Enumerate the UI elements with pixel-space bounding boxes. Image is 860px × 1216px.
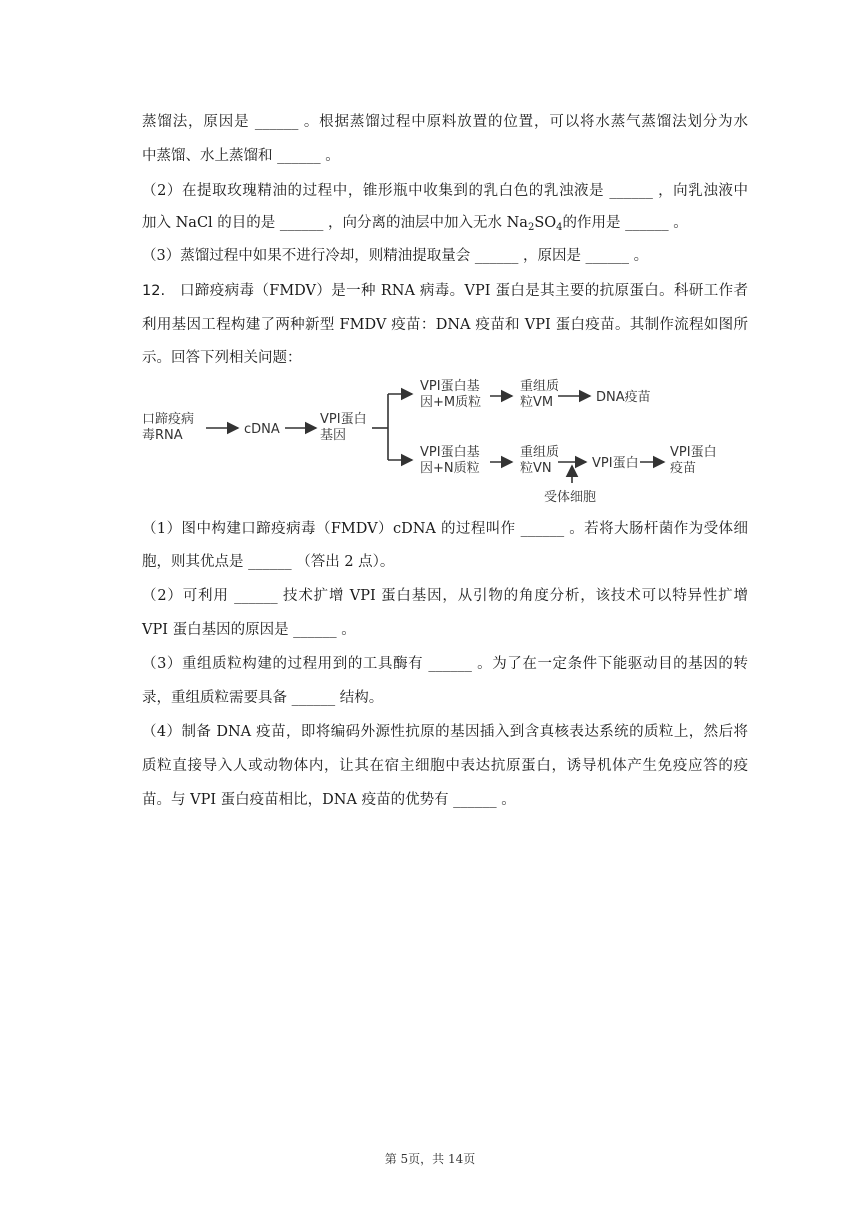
question-12-text: 口蹄疫病毒（FMDV）是一种 RNA 病毒。VPI 蛋白是其主要的抗原蛋白。科研工作者 xyxy=(180,283,748,299)
question-12-part-4-line-2: 质粒直接导入人或动物体内，让其在宿主细胞中表达抗原蛋白，诱导机体产生免疫应答的疫 xyxy=(142,758,748,774)
text-line-1: 蒸馏法，原因是 ______ 。根据蒸馏过程中原料放置的位置，可以将水蒸气蒸馏法划分为水 xyxy=(142,114,748,130)
label-receptor-cell: 受体细胞 xyxy=(544,490,597,505)
question-12-part-3-line-2: 录，重组质粒需要具备 ______ 结构。 xyxy=(142,690,384,706)
question-12-line-1 xyxy=(142,281,748,301)
subscript: 2 xyxy=(527,222,535,233)
subscript: 4 xyxy=(556,222,563,233)
label-dna-vaccine: DNA疫苗 xyxy=(596,390,651,405)
label-rna-1: 口蹄疫病 xyxy=(142,412,195,427)
label-cdna: cDNA xyxy=(244,422,280,437)
label-bot-gene-2: 因+N质粒 xyxy=(420,461,480,476)
page-footer: 第 5页，共 14页 xyxy=(384,1152,476,1166)
text-segment: SO xyxy=(534,215,557,231)
label-bot-gene-1: VPI蛋白基 xyxy=(420,445,480,460)
label-vpi-gene-1: VPI蛋白 xyxy=(320,412,367,427)
label-rna-2: 毒RNA xyxy=(142,428,183,443)
label-bot-plasmid-1: 重组质 xyxy=(520,445,560,460)
label-top-gene-1: VPI蛋白基 xyxy=(420,379,480,394)
question-12-line-2: 利用基因工程构建了两种新型 FMDV 疫苗：DNA 疫苗和 VPI 蛋白疫苗。其制作流程如图所 xyxy=(142,317,748,333)
question-12-part-4-line-1: （4）制备 DNA 疫苗，即将编码外源性抗原的基因插入到含真核表达系统的质粒上，然后将 xyxy=(142,724,748,740)
text-segment: 加入 NaCl 的目的是 ______ ，向分离的油层中加入无水 Na xyxy=(142,215,528,231)
label-top-plasmid-2: 粒VM xyxy=(520,395,554,410)
question-12-part-1-line-2: 胞，则其优点是 ______ （答出 2 点）。 xyxy=(142,554,395,570)
question-number: 12. xyxy=(142,283,166,299)
label-vpi-vaccine-1: VPI蛋白 xyxy=(670,445,717,460)
question-12-part-3-line-1: （3）重组质粒构建的过程用到的工具酶有 ______ 。为了在一定条件下能驱动目的基因的转 xyxy=(142,656,748,672)
question-11-part-3: （3）蒸馏过程中如果不进行冷却，则精油提取量会 ______ ，原因是 ______ 。 xyxy=(142,248,649,264)
flow-diagram xyxy=(140,378,740,508)
label-top-gene-2: 因+M质粒 xyxy=(420,395,482,410)
question-12-part-1-line-1: （1）图中构建口蹄疫病毒（FMDV）cDNA 的过程叫作 ______ 。若将大肠杆菌作为受体细 xyxy=(142,521,748,537)
question-12-line-3: 示。回答下列相关问题： xyxy=(142,350,302,366)
question-12-part-4-line-3: 苗。与 VPI 蛋白疫苗相比，DNA 疫苗的优势有 ______ 。 xyxy=(142,792,516,808)
label-vpi-gene-2: 基因 xyxy=(320,428,347,443)
question-12-part-2-line-2: VPI 蛋白基因的原因是 ______ 。 xyxy=(142,622,356,638)
text-line-2: 中蒸馏、水上蒸馏和 ______ 。 xyxy=(142,148,340,164)
question-11-part-2-line-2 xyxy=(142,213,688,233)
label-bot-plasmid-2: 粒VN xyxy=(520,461,552,476)
label-top-plasmid-1: 重组质 xyxy=(520,379,560,394)
text-segment: 的作用是 ______ 。 xyxy=(562,215,688,231)
question-11-part-2-line-1: （2）在提取玫瑰精油的过程中，锥形瓶中收集到的乳白色的乳浊液是 ______ ，向乳浊液中 xyxy=(142,183,748,199)
label-vpi-vaccine-2: 疫苗 xyxy=(670,461,697,476)
question-12-part-2-line-1: （2）可利用 ______ 技术扩增 VPI 蛋白基因，从引物的角度分析，该技术可以特异性扩增 xyxy=(142,588,748,604)
label-vpi-protein: VPI蛋白 xyxy=(592,456,639,471)
